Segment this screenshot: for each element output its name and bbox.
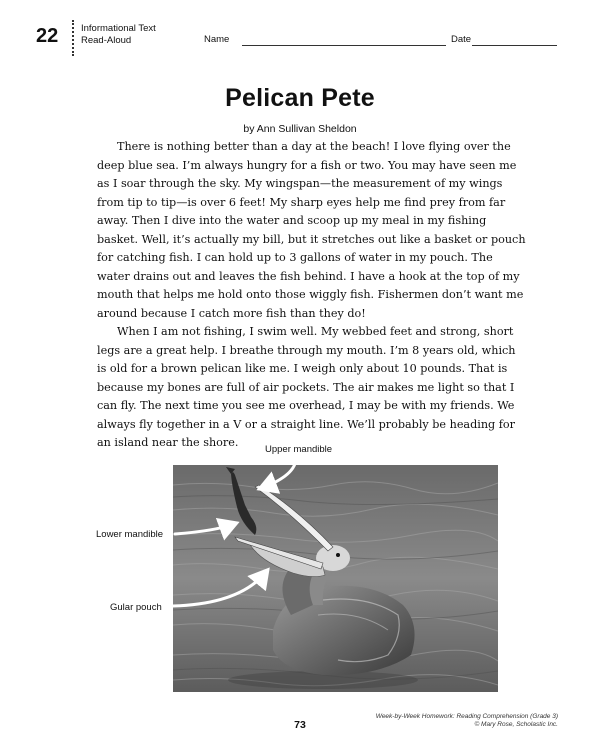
paragraph: When I am not fishing, I swim well. My webbed feet and strong, short legs are a great help. I breathe through my mouth. I’m 8 years old, which is old for a brown pelican like me. I weigh only about 10 pounds. That is because my bones are full of air pockets. The air makes me light so that I can fly. The next time you see me overhead, I may be with my friends. We always fly together in a V or a straight line. We’ll probably be heading for an island near the shore.	[97, 325, 516, 449]
worksheet-number: 22	[36, 25, 59, 47]
name-field[interactable]	[242, 45, 446, 46]
label-upper-mandible: Upper mandible	[265, 444, 333, 455]
pelican-photo	[173, 465, 498, 692]
copyright-credit	[376, 713, 558, 729]
section-label-line1: Informational Text	[81, 23, 156, 34]
paragraph: There is nothing better than a day at the beach! I love flying over the deep blue sea. I’m always hungry for a fish or two. You may have seen me as I soar through the sky. My wingspan—the measurement of my wings from tip to tip—is over 6 feet! My sharp eyes help me find prey from far away. Then I dive into the water and scoop up my meal in my fishing basket. Well, it’s actually my bill, but it stretches out like a basket or pouch for catching fish. I can hold up to 3 gallons of water in my pouch. The water drains out and leaves the fish behind. I have a hook at the top of my mouth that helps me hold onto those wiggly fish. Fishermen don’t want me around because I catch more fish than they do!	[97, 140, 526, 320]
label-gular-pouch: Gular pouch	[110, 602, 162, 613]
header-divider	[72, 20, 74, 56]
article-byline: by Ann Sullivan Sheldon	[243, 123, 357, 135]
date-field[interactable]	[472, 45, 557, 46]
section-label-line2: Read-Aloud	[81, 35, 132, 46]
date-label: Date	[451, 34, 472, 45]
credit-line1: Week-by-Week Homework: Reading Comprehension (Grade 3)	[375, 713, 558, 720]
page-header	[36, 20, 564, 60]
label-lower-mandible: Lower mandible	[96, 529, 164, 540]
credit-line2: © Mary Rose, Scholastic Inc.	[474, 721, 558, 728]
name-label: Name	[204, 34, 230, 45]
article-body	[97, 138, 527, 453]
section-label	[81, 23, 156, 47]
article-title: Pelican Pete	[225, 84, 375, 112]
page-number: 73	[294, 719, 306, 731]
